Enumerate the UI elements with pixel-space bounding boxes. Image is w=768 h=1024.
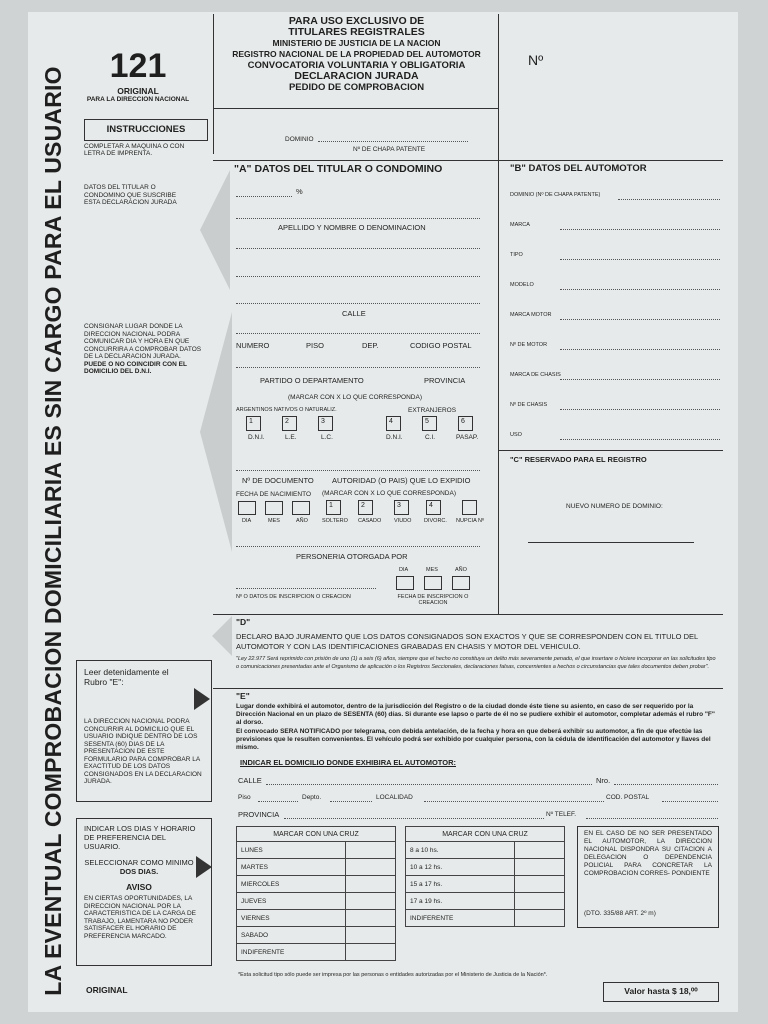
nro-doc-label: Nº DE DOCUMENTO: [242, 476, 314, 485]
section-b-field-label: MARCA MOTOR: [510, 312, 552, 318]
section-b-field-line[interactable]: [560, 319, 720, 320]
e-telef-label: Nº TELEF.: [546, 811, 577, 818]
anio-label: AÑO: [296, 518, 308, 524]
section-b-title: "B" DATOS DEL AUTOMOTOR: [510, 163, 647, 174]
checkbox-cell[interactable]: [346, 893, 396, 910]
doc-type-num: 1: [249, 418, 253, 425]
estado-box-1[interactable]: [326, 500, 341, 515]
marcar-label: (MARCAR CON X LO QUE CORRESPONDA): [288, 394, 422, 401]
estado-box-5[interactable]: [462, 500, 477, 515]
checkbox-cell[interactable]: [346, 859, 396, 876]
note-direccion: LA DIRECCION NACIONAL PODRA CONCURRIR AL DOMICILIO QUE EL USUARIO INDIQUE DENTRO DE LOS SESENTA (60) DIAS DE LA PRESENTACION DE ESTE FORMULARIO PARA COMPROBAR LA EXACTITUD DE LOS DATOS CONSIGNADOS EN LA DECLARACION JURADA.: [84, 718, 202, 785]
estado-box-2[interactable]: [358, 500, 373, 515]
table-row-label: MIERCOLES: [237, 876, 346, 893]
estado-label: SOLTERO: [322, 518, 348, 524]
header-line7: PEDIDO DE COMPROBACION: [288, 82, 425, 93]
birth-year-box[interactable]: [292, 501, 310, 515]
doc-type-box-1[interactable]: [246, 416, 261, 431]
section-b-field-label: MODELO: [510, 282, 534, 288]
doc-type-label: PASAP.: [456, 434, 479, 441]
doc-type-num: 5: [425, 418, 429, 425]
doc-type-box-5[interactable]: [422, 416, 437, 431]
section-e-p2: El convocado SERA NOTIFICADO por telegrama, con debida antelación, de la fecha y hora en que deberá exhibir su automotor, a fin de que efectúe las previsiones que le resulten convenientes. El vehículo podrá ser exhibido por cualquier persona, con la cédula de identificación del automotor y llaves del mismo.: [236, 728, 711, 751]
caso-ref: (DTO. 335/88 ART. 2º m): [584, 910, 656, 917]
table-row-label: JUEVES: [237, 893, 346, 910]
table-row: [237, 910, 396, 927]
doc-type-label: L.C.: [321, 434, 333, 441]
dominio-label: DOMINIO: [285, 136, 314, 143]
calle-label: CALLE: [342, 309, 366, 318]
chapa-label: Nº DE CHAPA PATENTE: [353, 146, 426, 153]
doc-type-box-6[interactable]: [458, 416, 473, 431]
fecha-nac-label: FECHA DE NACIMIENTO: [236, 491, 312, 498]
note-seleccionar-bold: DOS DIAS.: [119, 867, 159, 876]
section-b-field-label: TIPO: [510, 252, 523, 258]
arrow-bracket-d: [212, 616, 232, 656]
note-seleccionar: [84, 858, 194, 876]
days-table: [236, 826, 396, 961]
note-aviso: EN CIERTAS OPORTUNIDADES, LA DIRECCION NACIONAL POR LA CARACTERISTICA DE LA CARGA DE TRABAJO, LAMENTARA NO PODER SATISFACER EL HORARIO DE PREFERENCIA MARCADO.: [84, 895, 196, 940]
checkbox-cell[interactable]: [346, 910, 396, 927]
section-b-field-line[interactable]: [560, 439, 720, 440]
checkbox-cell[interactable]: [346, 876, 396, 893]
checkbox-cell[interactable]: [346, 944, 396, 961]
section-b-field-line[interactable]: [560, 409, 720, 410]
doc-type-box-2[interactable]: [282, 416, 297, 431]
header-line2: TITULARES REGISTRALES: [288, 26, 425, 38]
e-provincia-label: PROVINCIA: [238, 810, 280, 819]
section-a-title: "A" DATOS DEL TITULAR O CONDOMINO: [234, 163, 443, 175]
estado-label: CASADO: [358, 518, 382, 524]
header-line3: MINISTERIO DE JUSTICIA DE LA NACION: [272, 38, 441, 48]
section-b-field-line[interactable]: [560, 349, 720, 350]
table-header: MARCAR CON UNA CRUZ: [237, 827, 396, 842]
e-localidad-label: LOCALIDAD: [376, 794, 413, 801]
table-row: [406, 893, 565, 910]
section-d-ley: "Ley 22.977 Será reprimido con prisión de uno (1) a seis (6) años, siempre que el hecho no constituya un delito más severamente penado, el que insertare o hiciere incorporar en las solicitudes tipo o comunicaciones presentadas ante el Organismo de aplicación o los Registros Seccionales, declaraciones falsas, concernientes a hechos o circunstancias que tales documentos deben probar".: [236, 656, 716, 670]
table-row-label: INDIFERENTE: [237, 944, 346, 961]
table-row: [237, 859, 396, 876]
p-anio-label: AÑO: [455, 567, 467, 573]
table-row-label: 17 a 19 hs.: [406, 893, 515, 910]
arrow-bracket-lugar: [200, 312, 232, 552]
doc-type-label: D.N.I.: [386, 434, 403, 441]
doc-type-box-3[interactable]: [318, 416, 333, 431]
dep-label: DEP.: [362, 341, 379, 350]
note-lugar-text: CONSIGNAR LUGAR DONDE LA DIRECCION NACIONAL PODRA COMUNICAR DIA Y HORA EN QUE CONCURRIRA A COMPROBAR DATOS DE LA DECLARACION JURADA.: [84, 323, 202, 360]
section-b-field-line[interactable]: [618, 199, 720, 200]
aviso-title: AVISO: [126, 882, 152, 892]
section-b-field-label: USO: [510, 432, 522, 438]
estado-label: VIUDO: [394, 518, 412, 524]
section-e-p1: Lugar donde exhibirá el automotor, dentro de la jurisdicción del Registro o de la ciudad donde éste tiene su asiento, en caso de ser requerido por la Dirección Nacional en un plazo de SESENTA (60) días. Si durante ese lapso o parte de él no se pudiere exhibir el automotor, completar además el rubro "F" al dorso.: [236, 703, 715, 726]
table-row-label: SABADO: [237, 927, 346, 944]
table-row: [406, 910, 565, 927]
provincia-label: PROVINCIA: [424, 376, 466, 385]
section-c-title: "C" RESERVADO PARA EL REGISTRO: [510, 455, 647, 464]
header-line6: DECLARACION JURADA: [294, 70, 419, 82]
hours-table: [405, 826, 565, 927]
form-no-label: Nº: [528, 52, 544, 68]
insc-day-box[interactable]: [396, 576, 414, 590]
doc-type-num: 6: [461, 418, 465, 425]
table-row-label: 10 a 12 hs.: [406, 859, 515, 876]
doc-type-label: C.I.: [425, 434, 436, 441]
doc-type-label: D.N.I.: [248, 434, 265, 441]
note-seleccionar-text: SELECCIONAR COMO MINIMO: [84, 858, 194, 867]
section-b-field-label: MARCA: [510, 222, 530, 228]
checkbox-cell[interactable]: [515, 893, 565, 910]
valor-label: Valor hasta $ 18,⁰⁰: [624, 986, 698, 996]
doc-type-num: 3: [321, 418, 325, 425]
extranjeros-label: EXTRANJEROS: [408, 407, 457, 414]
header-line4: REGISTRO NACIONAL DE LA PROPIEDAD DEL AUTOMOTOR: [232, 49, 481, 59]
table-row: [237, 893, 396, 910]
checkbox-cell[interactable]: [515, 876, 565, 893]
estado-num: 1: [329, 502, 333, 509]
vertical-banner: LA EVENTUAL COMPROBACION DOMICILIARIA ES SIN CARGO PARA EL USUARIO: [40, 66, 66, 996]
argentinos-label: ARGENTINOS NATIVOS O NATURALIZ.: [236, 407, 337, 413]
table-row-label: VIERNES: [237, 910, 346, 927]
doc-type-box-4[interactable]: [386, 416, 401, 431]
table-row-label: LUNES: [237, 842, 346, 859]
checkbox-cell[interactable]: [346, 842, 396, 859]
section-e-indicar: INDICAR EL DOMICILIO DONDE EXHIBIRA EL AUTOMOTOR:: [240, 758, 456, 767]
instrucciones-sub: COMPLETAR A MAQUINA O CON LETRA DE IMPRENTA.: [84, 143, 185, 157]
piso-label: PISO: [306, 341, 324, 350]
autoridad-label: AUTORIDAD (O PAIS) QUE LO EXPIDIO: [332, 476, 471, 485]
table-header: MARCAR CON UNA CRUZ: [406, 827, 565, 842]
footer-note: *Esta solicitud tipo sólo puede ser impresa por las personas o entidades autorizadas por el Ministerio de Justicia de la Nación*.: [238, 972, 548, 978]
estado-box-4[interactable]: [426, 500, 441, 515]
numero-label: NUMERO: [236, 341, 270, 350]
header-line5: CONVOCATORIA VOLUNTARIA Y OBLIGATORIA: [247, 60, 466, 71]
section-d-text: DECLARO BAJO JURAMENTO QUE LOS DATOS CONSIGNADOS SON EXACTOS Y QUE SE CORRESPONDEN CON EL TITULO DEL AUTOMOTOR Y CON LAS IDENTIFICACIONES GRABADAS EN CHASIS Y MOTOR DEL VEHICULO.: [236, 632, 698, 651]
estado-label: DIVORC.: [424, 518, 447, 524]
section-b-field-label: Nº DE CHASIS: [510, 402, 548, 408]
percent-label: %: [296, 187, 303, 196]
table-row: [406, 842, 565, 859]
section-b-field-line[interactable]: [560, 379, 720, 380]
caso-text: EN EL CASO DE NO SER PRESENTADO EL AUTOMOTOR, LA DIRECCION NACIONAL DISPONDRA SU CITACION A DELEGACION O DEPENDENCIA POLICIAL PARA CONCRETAR LA COMPROBACION CORRES- PONDIENTE: [584, 830, 712, 877]
insc-month-box[interactable]: [424, 576, 442, 590]
e-nro-label: Nro.: [596, 776, 611, 785]
note-leer: Leer detenidamente el Rubro "E":: [84, 667, 169, 687]
table-row-label: 15 a 17 hs.: [406, 876, 515, 893]
section-b-field-label: Nº DE MOTOR: [510, 342, 548, 348]
form-number: 121: [109, 47, 167, 85]
form-copy-dest: PARA LA DIRECCION NACIONAL: [86, 96, 190, 103]
doc-type-num: 4: [389, 418, 393, 425]
header-block: [215, 16, 498, 93]
nuevo-dominio-label: NUEVO NUMERO DE DOMINIO:: [566, 503, 663, 510]
p-dia-label: DIA: [399, 567, 409, 573]
marcar2-label: (MARCAR CON X LO QUE CORRESPONDA): [322, 490, 456, 497]
table-row: [237, 944, 396, 961]
partido-label: PARTIDO O DEPARTAMENTO: [260, 376, 364, 385]
table-row: [237, 842, 396, 859]
apellido-label: APELLIDO Y NOMBRE O DENOMINACION: [278, 223, 426, 232]
birth-month-box[interactable]: [265, 501, 283, 515]
e-depto-label: Depto.: [302, 794, 322, 801]
checkbox-cell[interactable]: [515, 859, 565, 876]
p-mes-label: MES: [426, 567, 438, 573]
section-b-field-label: MARCA DE CHASIS: [510, 372, 561, 378]
section-b-field-line[interactable]: [560, 259, 720, 260]
doc-type-num: 2: [285, 418, 289, 425]
note-lugar-bold: PUEDE O NO COINCIDIR CON EL DOMICILIO DEL D.N.I.: [84, 360, 187, 375]
section-b-field-line[interactable]: [560, 229, 720, 230]
e-cp-label: COD. POSTAL: [606, 794, 650, 801]
table-row-label: MARTES: [237, 859, 346, 876]
estado-num: 3: [397, 502, 401, 509]
estado-box-3[interactable]: [394, 500, 409, 515]
footer-copy: ORIGINAL: [86, 985, 128, 995]
e-calle-label: CALLE: [238, 776, 262, 785]
table-row: [406, 859, 565, 876]
e-piso-label: Piso: [238, 794, 251, 801]
section-b-field-label: DOMINIO (Nº DE CHAPA PATENTE): [510, 192, 601, 198]
estado-num: 2: [361, 502, 365, 509]
fecha-insc-label: FECHA DE INSCRIPCION O CREACION: [397, 594, 469, 606]
instrucciones-title: INSTRUCCIONES: [106, 124, 186, 135]
section-e-title: "E": [236, 691, 250, 701]
checkbox-cell[interactable]: [515, 842, 565, 859]
mes-label: MES: [268, 518, 280, 524]
checkbox-cell[interactable]: [515, 910, 565, 927]
birth-day-box[interactable]: [238, 501, 256, 515]
section-b-field-line[interactable]: [560, 289, 720, 290]
doc-type-label: L.E.: [285, 434, 297, 441]
cp-label: CODIGO POSTAL: [410, 341, 472, 350]
note-indicar: INDICAR LOS DIAS Y HORARIO DE PREFERENCIA DEL USUARIO.: [84, 824, 196, 851]
section-d-title: "D": [236, 617, 251, 627]
table-row: [237, 927, 396, 944]
note-titular: DATOS DEL TITULAR O CONDOMINO QUE SUSCRIBE ESTA DECLARACION JURADA: [84, 184, 177, 206]
nro-datos-label: Nº O DATOS DE INSCRIPCION O CREACION: [236, 594, 351, 600]
table-row-label: INDIFERENTE: [406, 910, 515, 927]
dia-label: DIA: [242, 518, 252, 524]
form-copy: ORIGINAL: [117, 86, 159, 96]
table-row: [406, 876, 565, 893]
note-lugar: [84, 323, 202, 376]
table-row: [237, 876, 396, 893]
arrow-bracket-a: [200, 170, 230, 290]
checkbox-cell[interactable]: [346, 927, 396, 944]
estado-label: NUPCIA Nº: [456, 518, 484, 524]
header-line1: PARA USO EXCLUSIVO DE: [288, 15, 425, 27]
estado-num: 4: [429, 502, 433, 509]
personeria-label: PERSONERIA OTORGADA POR: [296, 552, 408, 561]
table-row-label: 8 a 10 hs.: [406, 842, 515, 859]
insc-year-box[interactable]: [452, 576, 470, 590]
